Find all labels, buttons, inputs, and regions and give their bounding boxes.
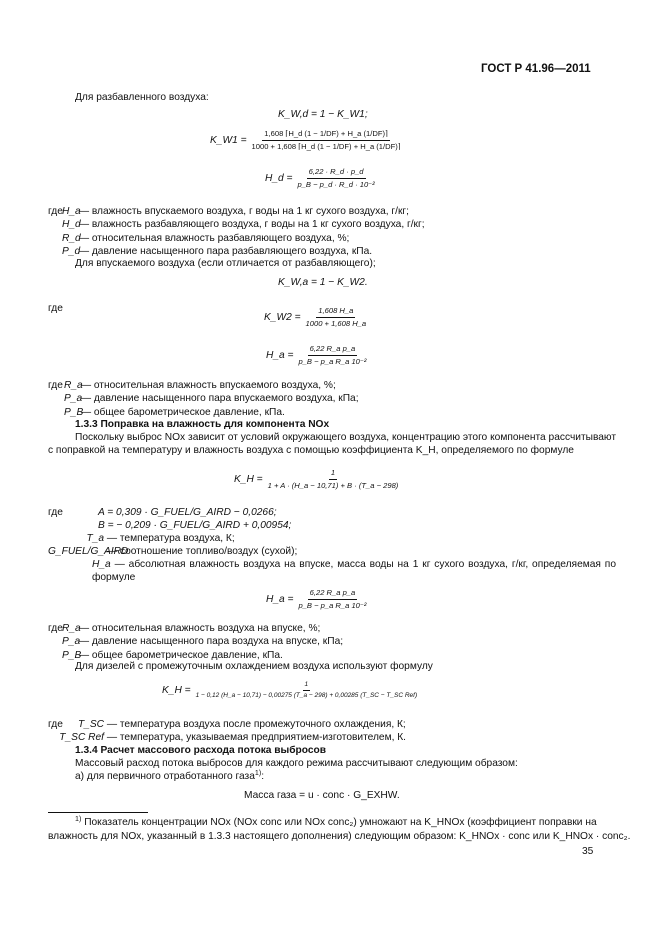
formula-kw1 (210, 129, 403, 152)
formula-kh-1 (234, 468, 400, 491)
diesel-intro: Для дизелей с промежуточным охлаждением воздуха используют формулу (75, 661, 433, 672)
section-134-heading: 1.3.4 Расчет массового расхода потока выбросов (75, 745, 327, 756)
diluted-defs (62, 205, 425, 258)
formula-hd-lhs: H_d = (265, 172, 293, 184)
formula-hd-num: 6,22 · R_d · p_d (307, 167, 366, 179)
section-133-para: Поскольку выброс NOx зависит от условий окружающего воздуха, концентрацию этого компонента рассчитывают с поправкой на температуру и влажность воздуха с помощью коэффициента K_H, определяемого по формуле (48, 432, 616, 457)
where-label-1: где (48, 206, 63, 217)
formula-kh-2 (162, 681, 419, 701)
def-b: B = − 0,209 · G_FUEL/G_AIRD + 0,00954; (98, 520, 292, 531)
formula-ha-1-den: p_B − p_a R_a 10⁻² (298, 356, 367, 366)
def-text: — относительная влажность воздуха на впуске, %; (78, 623, 321, 634)
def-row (48, 718, 406, 731)
def-symbol: P_a (62, 636, 81, 648)
def-symbol: T_SC (77, 719, 104, 730)
formula-mass-gas: Масса газа = u · conc · G_EXHW. (244, 790, 400, 801)
intake-intro: Для впускаемого воздуха (если отличается от разбавляющего); (75, 258, 376, 269)
def-row (64, 392, 359, 405)
formula-kh-2-lhs: K_H = (162, 685, 191, 697)
def-symbol: T_SC Ref (59, 732, 104, 744)
formula-kw2-lhs: K_W2 = (264, 311, 301, 323)
formula-kwd-text: K_W,d = 1 − K_W1; (278, 109, 368, 120)
page-number: 35 (582, 846, 594, 857)
def-text: — давление насыщенного пара разбавляющего воздуха, кПа. (78, 245, 373, 257)
formula-kwd (278, 108, 368, 121)
formula-kh-1-num: 1 (329, 468, 337, 480)
def-text: — давление насыщенного пара воздуха на впуске, кПа; (78, 636, 344, 648)
def-text: — относительная влажность разбавляющего воздуха, %; (78, 232, 350, 244)
item-a-text: а) для первичного отработанного газа (75, 771, 255, 782)
def-text: — влажность разбавляющего воздуха, г воды на 1 кг сухого воздуха, г/кг; (78, 219, 425, 231)
formula-kh-2-den: 1 − 0,12 (H_a − 10,71) − 0,00275 (T_a − 298) + 0,00285 (T_SC − T_SC Ref) (195, 692, 418, 700)
def-row (62, 635, 343, 648)
formula-kw1-lhs: K_W1 = (210, 134, 247, 146)
def-row (48, 532, 297, 545)
intake-defs (64, 379, 359, 419)
def-symbol: H_a (62, 206, 81, 217)
def-symbol: R_a (62, 623, 81, 634)
def-text: — общее барометрическое давление, кПа. (80, 406, 285, 418)
def-row (62, 205, 425, 218)
section-133-defs2 (62, 622, 343, 662)
document-code: ГОСТ Р 41.96—2011 (481, 63, 591, 75)
def-row (62, 245, 425, 258)
footnote-line-1 (75, 816, 597, 829)
def-symbol: T_a (86, 533, 104, 544)
def-text: — температура, указываемая предприятием-изготовителем, К. (106, 732, 407, 744)
def-row (64, 379, 359, 392)
def-symbol: P_a (64, 393, 83, 405)
section-133-defs (48, 532, 297, 559)
formula-ha-2-num: 6,22 R_a p_a (308, 588, 358, 600)
formula-kw2-num: 1,608 H_a (316, 306, 355, 318)
def-symbol: P_d (62, 245, 81, 257)
def-row (64, 406, 359, 419)
def-symbol: P_B (62, 649, 82, 661)
formula-kh-2-num: 1 (303, 681, 311, 691)
def-row (48, 545, 297, 558)
def-symbol: R_d (62, 232, 81, 244)
formula-kwa: K_W,a = 1 − K_W2. (278, 277, 368, 288)
formula-kh-1-lhs: K_H = (234, 473, 263, 485)
def-text: — соотношение топливо/воздух (сухой); (106, 546, 298, 558)
formula-ha-1-lhs: H_a = (266, 349, 294, 361)
formula-hd-den: p_B − p_d · R_d · 10⁻² (297, 179, 375, 189)
def-symbol: R_a (64, 380, 83, 391)
section-134-para: Массовый расход потока выбросов для каждого режима рассчитывают следующим образом: (75, 758, 518, 769)
footnote-separator (48, 812, 148, 813)
def-text: — общее барометрическое давление, кПа. (78, 649, 283, 661)
def-text: — температура воздуха после промежуточного охлаждения, К; (106, 719, 406, 730)
def-text: — относительная влажность впускаемого воздуха, %; (80, 380, 336, 391)
def-a: A = 0,309 · G_FUEL/G_AIRD − 0,0266; (98, 507, 277, 518)
formula-ha-1-num: 6,22 R_a p_a (308, 344, 358, 356)
where-label-2: где (48, 303, 63, 314)
def-symbol: P_B (64, 406, 84, 418)
section-133-heading: 1.3.3 Поправка на влажность для компонента NOx (75, 419, 330, 430)
def-row (62, 232, 425, 245)
footnote-text-1: Показатель концентрации NOx (NOx conc или NOx conc₂) умножают на K_HNOx (коэффициент поправки на (84, 817, 597, 828)
formula-ha-2 (266, 588, 368, 611)
footnote-mark: 1) (75, 815, 82, 823)
footnote-text-2: влажность для NOx, указанный в 1.3.3 настоящего дополнения) следующим образом: K_HNOx · conc или K_HNOx · conc₂. (48, 831, 631, 842)
footnote-ref: 1) (254, 769, 262, 777)
where-label-5: где (48, 623, 63, 634)
diluted-intro: Для разбавленного воздуха: (75, 92, 209, 103)
section-134-item-a: а) для первичного отработанного газа$^{1)}$: (75, 769, 265, 782)
def-text: — влажность впускаемого воздуха, г воды на 1 кг сухого воздуха, г/кг; (78, 206, 409, 217)
def-symbol: H_a (92, 559, 111, 570)
def-text: — абсолютная влажность воздуха на впуске, масса воды на 1 кг сухого воздуха, г/кг, определяемая по формуле (92, 559, 616, 584)
formula-kw1-num: 1,608 ⌈H_d (1 − 1/DF) + H_a (1/DF)⌉ (262, 129, 390, 141)
def-symbol: H_d (62, 219, 81, 231)
formula-kw2-den: 1000 + 1,608 H_a (305, 318, 367, 328)
def-row (48, 731, 406, 744)
where-label-3: где (48, 380, 63, 391)
def-text: — давление насыщенного пара впускаемого воздуха, кПа; (80, 393, 359, 405)
section-133-defs3 (48, 718, 406, 745)
where-label-4: где (48, 507, 63, 518)
def-row (92, 558, 616, 585)
where-label-6: где (48, 719, 63, 730)
formula-hd (265, 167, 377, 190)
def-row (62, 622, 343, 635)
formula-ha-2-den: p_B − p_a R_a 10⁻² (298, 600, 367, 610)
formula-kw1-den: 1000 + 1,608 ⌈H_d (1 − 1/DF) + H_a (1/DF)⌉ (251, 141, 401, 151)
formula-kw2 (264, 306, 368, 329)
def-text: — температура воздуха, К; (106, 533, 235, 544)
formula-ha-2-lhs: H_a = (266, 593, 294, 605)
formula-ha-1 (266, 344, 368, 367)
def-row (62, 218, 425, 231)
formula-kh-1-den: 1 + A · (H_a − 10,71) + B · (T_a − 298) (267, 480, 399, 490)
def-symbol: G_FUEL/G_AIRD (48, 546, 129, 558)
